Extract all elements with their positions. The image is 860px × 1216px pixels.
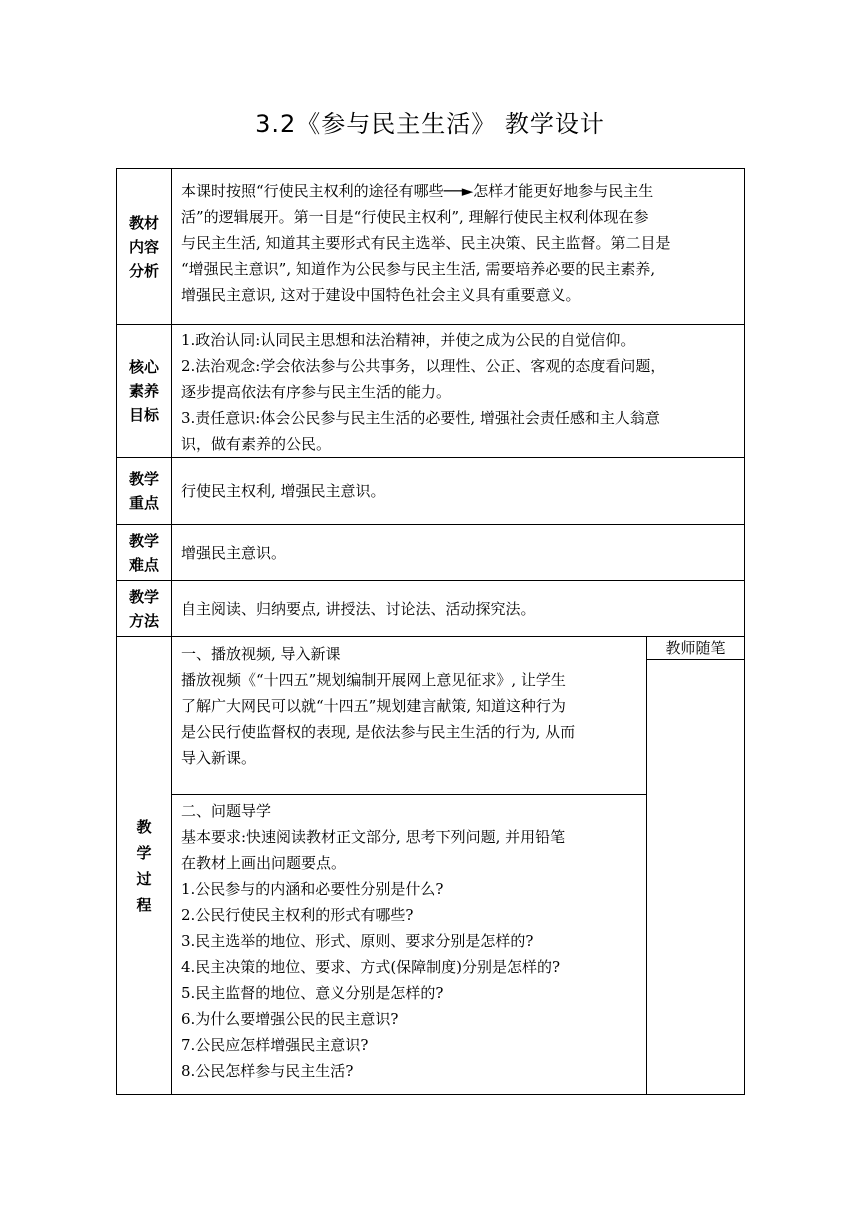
row-core-literacy — [117, 325, 745, 458]
section2-heading: 二、问题导学 — [181, 802, 272, 820]
row-methods — [117, 581, 745, 637]
difficulties-text: 增强民主意识。 — [181, 543, 287, 562]
row-difficulties — [117, 525, 745, 581]
section1-heading: 一、播放视频, 导入新课 — [181, 645, 341, 663]
row-content-analysis — [117, 169, 745, 325]
lesson-plan-table — [116, 168, 745, 1095]
label-methods: 教学 方法 — [128, 587, 159, 630]
document-title: 3.2《参与民主生活》 教学设计 — [255, 110, 605, 138]
methods-text: 自主阅读、归纳要点, 讲授法、讨论法、活动探究法。 — [181, 599, 536, 618]
label-difficulties: 教学 难点 — [128, 531, 159, 574]
process-inner-table — [172, 637, 744, 1094]
label-key-points: 教学 重点 — [128, 470, 159, 512]
core-literacy-text: 1.政治认同:认同民主思想和法治精神，并使之成为公民的自觉信仰。 2.法治观念:学会依法参与公共事务，以理性、公正、客观的态度看问题， 逐步提高依法有序参与民主生活的能力。 3.责任意识:体会公民参与民主生活的必要性, 增强社会责任感和主人翁意 识，做有素养的公民。 — [181, 331, 666, 453]
content-analysis-text: 本课时按照“行使民主权利的途径有哪些──►怎样才能更好地参与民主生 活”的逻辑展开。第一目是“行使民主权利”, 理解行使民主权利体现在参 与民主生活, 知道其主要形式有民主选举、民主决策、民主监督。第二目是 “增强民主意识”, 知道作为公民参与民主生活, 需要培养必要的民主素养, 增强民主意识, 这对于建设中国特色社会主义具有重要意义。 — [181, 182, 671, 304]
label-content-analysis: 教材 内容 分析 — [128, 213, 159, 280]
label-teaching-process: 教 学 过 程 — [136, 817, 152, 914]
label-core-literacy: 核心 素养 目标 — [128, 358, 159, 424]
teacher-notes-header: 教师随笔 — [647, 637, 744, 660]
teacher-notes-area — [647, 660, 744, 1060]
row-teaching-process — [117, 637, 745, 1095]
key-points-text: 行使民主权利, 增强民主意识。 — [181, 482, 386, 500]
section-video-intro: 一、播放视频, 导入新课 播放视频《“十四五”规划编制开展网上意见征求》, 让学生 了解广大网民可以就“十四五”规划建言献策, 知道这种行为 是公民行使监督权的表现, 是依法参与民主生活的行为, 从而 导入新课。 — [172, 637, 646, 795]
section-question-guide: 二、问题导学 基本要求:快速阅读教材正文部分, 思考下列问题, 并用铅笔 在教材上画出问题要点。 1.公民参与的内涵和必要性分别是什么? 2.公民行使民主权利的形式有哪些? 3.民主选举的地位、形式、原则、要求分别是怎样的? 4.民主决策的地位、要求、方式(保障制度)分别是怎样的? 5.民主监督的地位、意义分别是怎样的? 6.为什么要增强公民的民主意识? 7.公民应怎样增强民主意识? 8.公民怎样参与民主生活? — [172, 795, 646, 1084]
row-key-points — [117, 458, 745, 525]
